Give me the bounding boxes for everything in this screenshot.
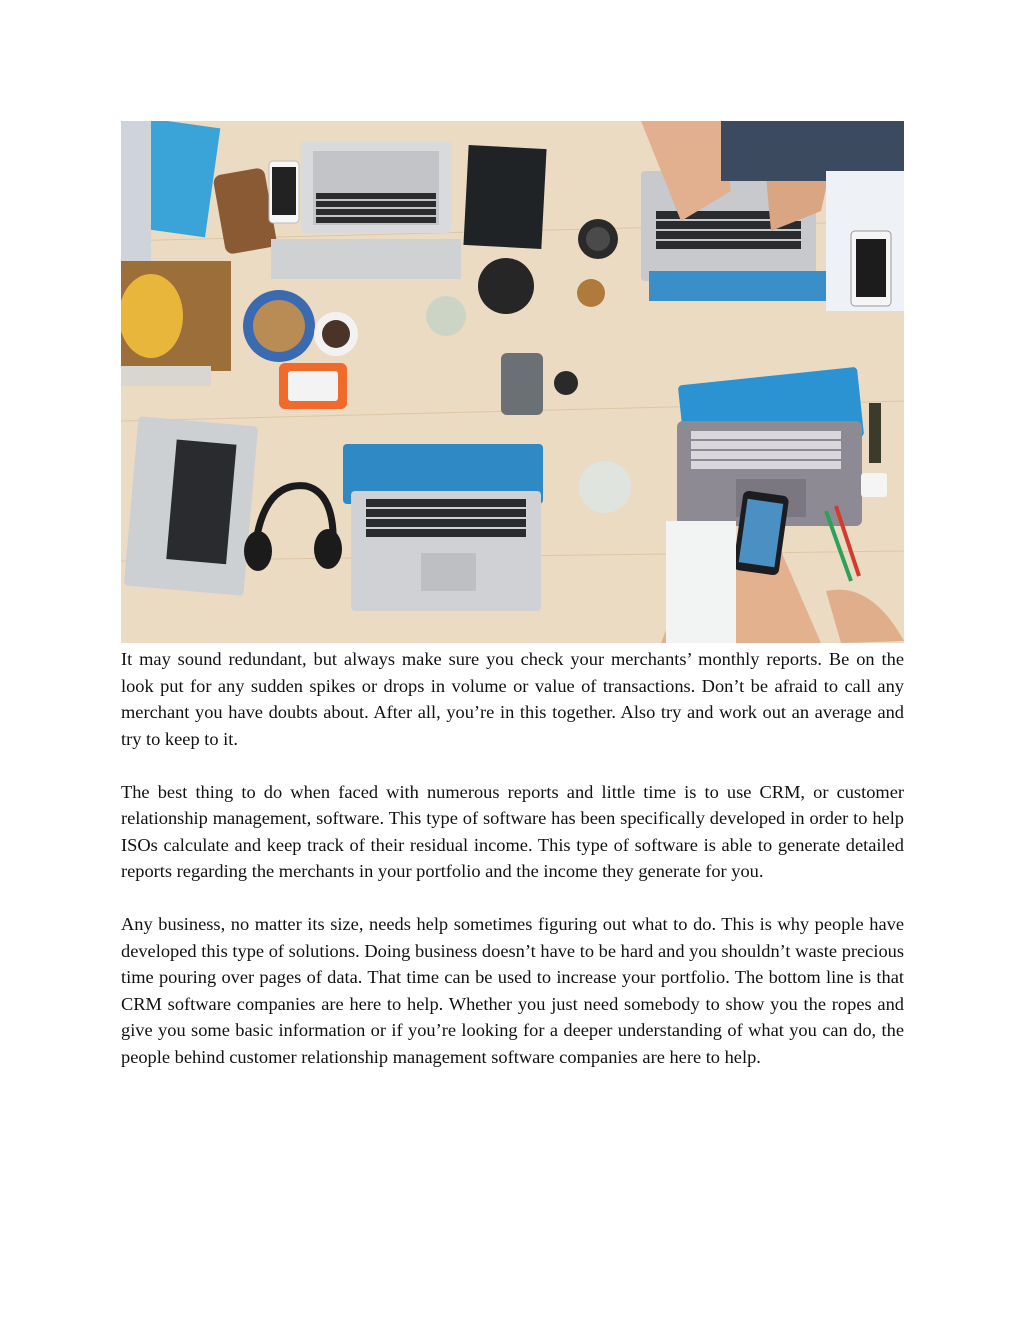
desk-workspace-photo xyxy=(121,121,904,643)
paragraph-3: Any business, no matter its size, needs help sometimes figuring out what to do. This is why people have developed this type of solutions. Doing business doesn’t have to be hard and you shouldn’t waste precious time pouring over pages of data. That time can be used to increase your portfolio. The bottom line is that CRM software companies are here to help. Whether you just need somebody to show you the ropes and give you some basic information or if you’re looking for a deeper understanding of what you can do, the people behind customer relationship management software companies are here to help. xyxy=(121,914,904,1067)
paragraph-1: It may sound redundant, but always make sure you check your merchants’ monthly reports. Be on the look put for any sudden spikes or drops in volume or value of transactions. Don’t be afraid to call any merchant you have doubts about. After all, you’re in this together. Also try and work out an average and try to keep to it. xyxy=(121,649,904,749)
body-text xyxy=(121,646,904,1097)
paragraph-2: The best thing to do when faced with numerous reports and little time is to use CRM, or customer relationship management, software. This type of software has been specifically developed in order to help ISOs calculate and keep track of their residual income. This type of software is able to generate detailed reports regarding the merchants in your portfolio and the income they generate for you. xyxy=(121,781,904,881)
